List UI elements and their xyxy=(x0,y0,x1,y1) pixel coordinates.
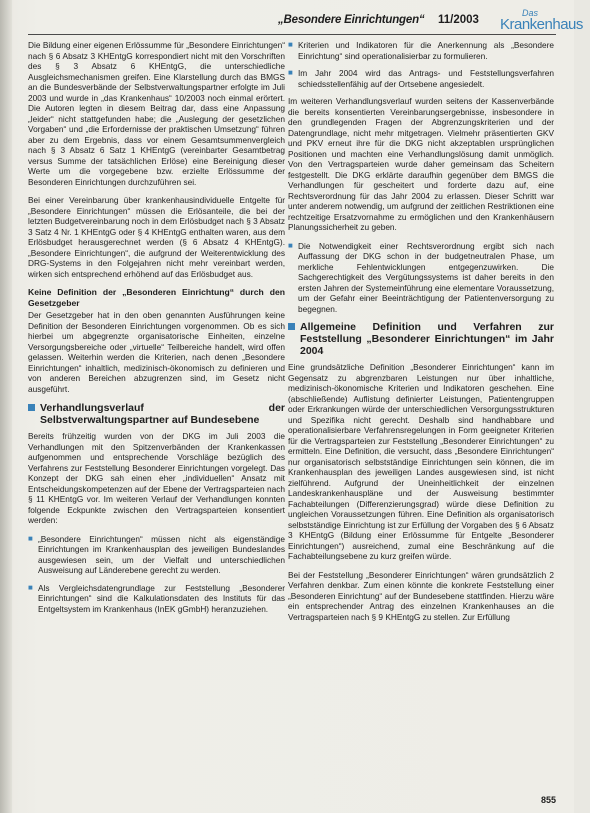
logo-main-text: Krankenhaus xyxy=(500,16,583,33)
paragraph: Im weiteren Verhandlungsverlauf wurden seitens der Kassenverbände die bereits konsentierten Vereinbarungsergebnisse, insbesondere in den grundlegenden Fragen der Abgrenzungskriterien und der Datengrundlage, nicht mehr mitgetragen. Vielmehr präsentierten GKV und PKV erneut ihre für die DKG nicht akzeptablen ursprünglichen Positionen und machten eine Verhandlungslösung damit unmöglich. Von den Vertragsparteien wurde daher gemeinsam das Scheitern festgestellt. Die DKG erklärte daraufhin gegenüber dem BMGS die Verhandlungen für gescheitert und forderte dazu auf, eine Rechtsverordnung für das Jahr 2004 zu erlassen. Dieser Schritt war unter anderem notwendig, um aufgrund der zeitlichen Restriktionen eine rechtzeitige Ersatzvornahme zu ermöglichen und den Krankenhäusern Planungssicherheit zu geben. xyxy=(288,96,554,232)
list-item-text: Die Notwendigkeit einer Rechtsverordnung ergibt sich nach Auffassung der DKG schon in der budgetneutralen Phase, um merkliche Fehlentwicklungen entgegenzuwirken. Die Sachgerechtigkeit des Vergütungssystems ist daher bereits in den ersten Jahren der Systemeinführung eine elementare Voraussetzung, um der Gefahr einer Beeinträchtigung der Patientenversorgung zu begegnen. xyxy=(298,240,554,314)
logo-small-text: Das xyxy=(522,8,539,18)
list-item xyxy=(288,40,554,61)
list-item-text: Im Jahr 2004 wird das Antrags- und Feststellungsverfahren schiedsstellenfähig auf der Ortsebene angesiedelt. xyxy=(298,68,554,89)
left-column xyxy=(28,40,285,621)
header-title: „Besondere Einrichtungen“ xyxy=(278,14,425,26)
page-number: 855 xyxy=(540,795,556,805)
paragraph: Eine grundsätzliche Definition „Besonderer Einrichtungen“ kann im Gegensatz zu abgrenzbaren Leistungen nur über inhaltliche, medizinisch-ökonomische Kriterien und Indikatoren geschehen. Eine (abschließende) Auflistung definierter Leistungen, Patientengruppen oder Erkrankungen würde der unterschiedlichen Versorgungsstrukturen und Spezifika nicht gerecht. Deshalb sind handhabbare und operationalisierbare Verfahrensregelungen in Form geeigneter Kriterien für die Vertragsparteien zur Feststellung „Besonderer Einrichtungen“ zu ermitteln. Eine Definition, die versucht, dass „Besondere Einrichtungen“ nur organisatorisch selbstständige Einrichtungen sein können, die im Krankenhausplan des jeweiligen Landes ausgewiesen sind, ist nicht zielführend. Aufgrund der Uneinheitlichkeit der einzelnen Landeskrankenhauspläne und der Ausweisung bestimmter Fachabteilungen (Differenzierungsgrad) würde diese Definition zu ungleichen Voraussetzungen führen. Eine Definition als organisatorisch selbstständige Einrichtung ist zur Erfüllung der Vorgaben des § 6 Absatz 3 KHEntgG (Bildung einer Erlössumme für Entgelte „Besonderer Einrichtungen“) ausreichend, zumal eine Beschränkung auf die Fachabteilungsebene zu kurz greifen würde. xyxy=(288,362,554,561)
bullet-icon: ■ xyxy=(288,40,293,49)
paragraph: Der Gesetzgeber hat in den oben genannten Ausführungen keine Definition der Besonderen Einrichtungen vorgenommen. Ob es sich hierbei um abgegrenzte organisatorische Einheiten, einzelne Versorgungsbereiche oder „virtuelle“ Teilbereiche handelt, wird offen gelassen. Weiterhin werden die Kriterien, nach denen „Besondere Einrichtungen“ inhaltlich, medizinisch-ökonomisch zu definieren und von anderen Bereichen abzugrenzen sind, im Gesetz nicht ausgeführt. xyxy=(28,310,285,394)
list-item xyxy=(288,241,554,315)
paragraph: Bei einer Vereinbarung über krankenhausindividuelle Entgelte für „Besondere Einrichtungen“ müssen die Erlösanteile, die bei der letzten Budgetvereinbarung noch in dem Erlösbudget nach § 3 Absatz 3 Satz 4 Nr. 1 KHEntgG oder § 4 KHEntgG enthalten waren, aus dem Erlösbudget herausgerechnet werden (§ 6 Absatz 4 KHEntgG). „Besondere Einrichtungen“, die aufgrund der Weiterentwicklung des DRG-Systems in den Folgejahren nicht mehr vereinbart werden, wirken sich entsprechend erhöhend auf das Erlösbudget aus. xyxy=(28,195,285,279)
list-item-text: „Besondere Einrichtungen“ müssen nicht als eigenständige Einrichtungen im Krankenhausplan des jeweiligen Bundeslandes ausgewiesen sein, um der Vielfalt und unterschiedlichen Ausweisung auf Länderebene gerecht zu werden. xyxy=(38,533,285,575)
section-marker-icon xyxy=(288,323,295,330)
section-heading xyxy=(288,321,554,357)
page-spine-shadow xyxy=(0,0,12,813)
paragraph: Bereits frühzeitig wurden von der DKG im Juli 2003 die Verhandlungen mit den Spitzenverbänden der Krankenkassen aufgenommen und entsprechende Vorschläge bezüglich des Verfahrens zur Feststellung Besonderer Einrichtungen vorgelegt. Das Konzept der DKG sah einen eher „individuellen“ Ansatz mit Entscheidungskompetenzen auf der Ebene der Vertragsparteien nach § 11 KHEntgG vor. Im weiteren Verlauf der Verhandlungen konnten folgende Eckpunkte zwischen den Vertragsparteien konsentiert werden: xyxy=(28,431,285,525)
bullet-icon: ■ xyxy=(288,240,293,250)
section-heading xyxy=(28,402,285,426)
list-item xyxy=(28,583,285,615)
section-marker-icon xyxy=(28,404,35,411)
section-heading-text: Allgemeine Definition und Verfahren zur Feststellung „Besonderer Einrichtungen“ im Jahr 2004 xyxy=(300,321,554,357)
bullet-icon: ■ xyxy=(288,68,293,77)
header-issue: 11/2003 xyxy=(438,14,479,26)
paragraph: Bei der Feststellung „Besonderer Einrichtungen“ wären grundsätzlich 2 Verfahren denkbar. Zum einen könnte die konkrete Feststellung einer „Besonderen Einrichtung“ auf der Bundesebene stattfinden. Hierzu wäre ein entsprechender Antrag des einzelnen Krankenhauses an die Vertragsparteien nach § 9 KHEntgG zu stellen. Zur Erfüllung xyxy=(288,569,554,622)
list-item-text: Kriterien und Indikatoren für die Anerkennung als „Besondere Einrichtung“ sind operationalisierbar zu formulieren. xyxy=(298,40,554,61)
header-rule xyxy=(28,34,556,35)
paragraph: Die Bildung einer eigenen Erlössumme für „Besondere Einrichtungen“ nach § 6 Absatz 3 KHEntgG korrespondiert nicht mit den Vorschriften des § 3 Absatz 6 KHEntgG, die unterschiedliche Ausgleichsmechanismen greifen. Eine Klarstellung durch das BMGS an die Bundesverbände der Selbstverwaltungspartner erfolgte im Juli 2003 und wurde in „das Krankenhaus“ 10/2003 noch einmal erörtert. Die Autoren legten in diesem Beitrag dar, dass eine Anpassung „leider“ nicht stattgefunden habe; die „Auslegung der gesetzlichen Vorgaben“ und „die Erfordernisse der praktischen Umsetzung“ führen aber zu dem Ergebnis, dass vor einem Gesamtsummenvergleich nach § 3 Absatz 6 Satz 1 KHEntgG (vereinbarter Gesamtbetrag versus Summe der tatsächlichen Erlöse) eine Bereinigung dieser Werte um die vorgegebene bzw. erzielte Erlössumme der Besonderen Einrichtungen durchzuführen sei. xyxy=(28,40,285,187)
journal-logo xyxy=(500,8,590,34)
list-item-text: Als Vergleichsdatengrundlage zur Feststellung „Besonderer Einrichtungen“ sind die Kalkulationsdaten des Instituts für das Entgeltsystem im Krankenhaus (InEK gGmbH) heranzuziehen. xyxy=(38,582,285,614)
list-item xyxy=(288,68,554,89)
right-column xyxy=(288,40,554,630)
list-item xyxy=(28,534,285,576)
bullet-icon: ■ xyxy=(28,533,33,543)
bullet-icon: ■ xyxy=(28,582,33,592)
section-heading-text: Verhandlungsverlauf der Selbstverwaltungspartner auf Bundesebene xyxy=(40,402,285,426)
running-header xyxy=(28,8,583,34)
subheading: Keine Definition der „Besonderen Einrichtung“ durch den Gesetzgeber xyxy=(28,287,285,308)
